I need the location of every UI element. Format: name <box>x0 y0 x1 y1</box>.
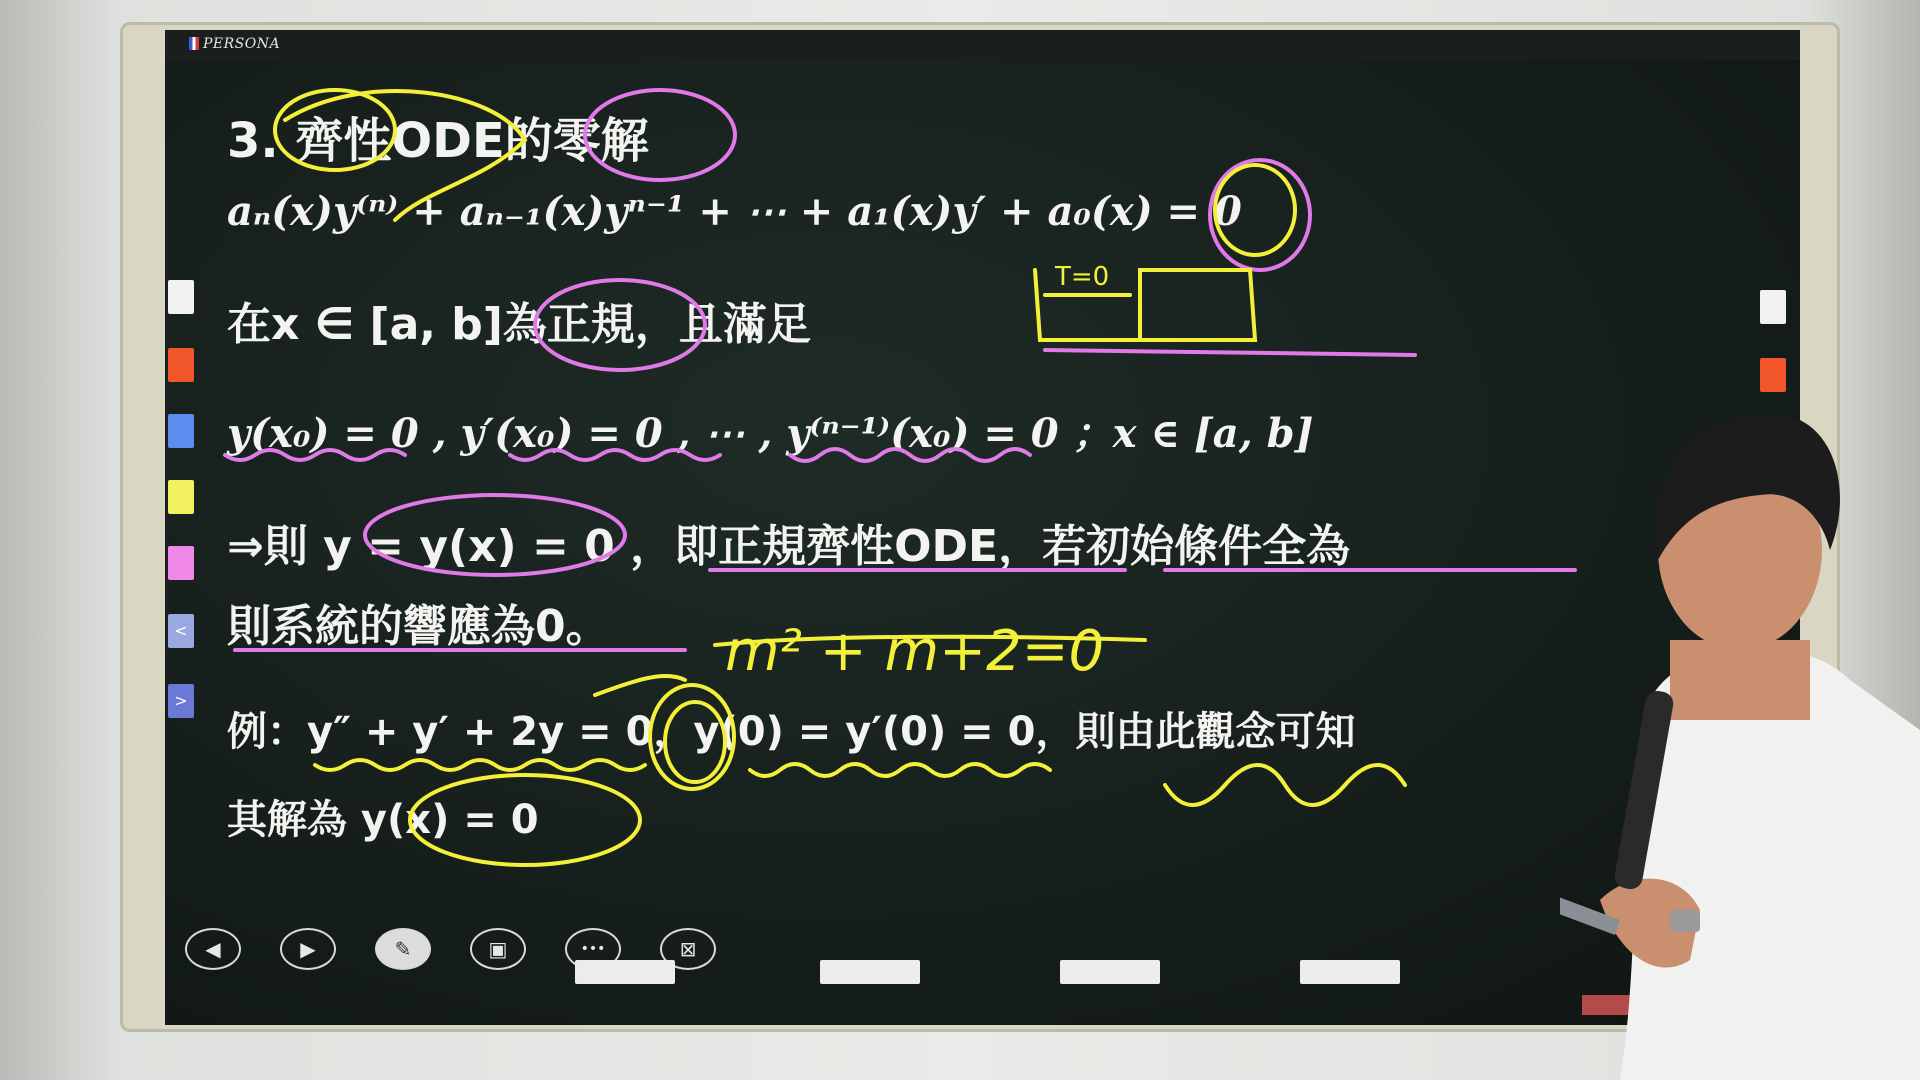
implication-text: ⇒則 y = y(x) = 0 ，即正規齊性ODE，若初始條件全為 <box>227 521 1351 572</box>
presenter <box>1560 400 1920 1080</box>
pink-pen-swatch[interactable] <box>168 546 194 580</box>
tray-tab-3[interactable] <box>1060 960 1160 984</box>
next-icon: ▶ <box>300 937 316 961</box>
slide-heading: 3. 齊性ODE的零解 <box>227 113 649 169</box>
initial-conditions: y(x₀) = 0 , y′(x₀) = 0 , ⋯ , y⁽ⁿ⁻¹⁾(x₀) = 0 ；x ∈ [a, b] <box>227 410 1314 457</box>
wavy-underline-1 <box>225 450 405 460</box>
yellow-swoop <box>285 91 525 220</box>
yellow-circle-answer <box>410 775 640 865</box>
magenta-circle-heading <box>585 90 735 180</box>
wavy-underline-example <box>315 760 645 770</box>
condition-text: 在x ∈ [a, b]為正規，且滿足 <box>227 299 811 350</box>
prev-icon: ◀ <box>205 937 221 961</box>
ode-equation: aₙ(x)y⁽ⁿ⁾ + aₙ₋₁(x)yⁿ⁻¹ + ⋯ + a₁(x)y′ + a₀(x) = 0 <box>227 188 1242 235</box>
side-prev-button[interactable]: < <box>168 614 194 648</box>
screen-icon: ▣ <box>488 937 508 961</box>
yellow-circle-heading <box>275 90 395 170</box>
tray-tab-1[interactable] <box>575 960 675 984</box>
tray-tab-4[interactable] <box>1300 960 1400 984</box>
exit-icon: ⊠ <box>679 937 697 961</box>
orange-pen-swatch[interactable] <box>168 348 194 382</box>
prev-slide-button[interactable] <box>185 928 241 970</box>
persona-logo: PERSONA <box>189 36 280 52</box>
tray-tab-2[interactable] <box>820 960 920 984</box>
right-white-swatch[interactable] <box>1760 290 1786 324</box>
more-icon: ••• <box>580 941 606 957</box>
ink-annotations <box>165 30 1800 1025</box>
t-zero-label: T=0 <box>1055 262 1110 292</box>
smart-board-screen[interactable] <box>165 30 1800 1025</box>
right-orange-swatch[interactable] <box>1760 358 1786 392</box>
solution-text: 其解為 y(x) = 0 <box>227 797 539 843</box>
handwritten-equation: m² + m+2=0 <box>725 619 1105 684</box>
side-next-button[interactable]: > <box>168 684 194 718</box>
screen-button[interactable] <box>470 928 526 970</box>
response-text: 則系統的響應為0。 <box>227 601 610 652</box>
next-slide-button[interactable] <box>280 928 336 970</box>
pen-icon: ✎ <box>394 937 412 961</box>
example-text: 例：y″ + y′ + 2y = 0，y(0) = y′(0) = 0，則由此觀念可知 <box>227 709 1356 755</box>
yellow-pen-swatch[interactable] <box>168 480 194 514</box>
pen-tool-button[interactable] <box>375 928 431 970</box>
magenta-circle-regular <box>535 280 705 370</box>
magenta-circle-solution <box>365 495 625 575</box>
white-pen-swatch[interactable] <box>168 280 194 314</box>
blue-pen-swatch[interactable] <box>168 414 194 448</box>
